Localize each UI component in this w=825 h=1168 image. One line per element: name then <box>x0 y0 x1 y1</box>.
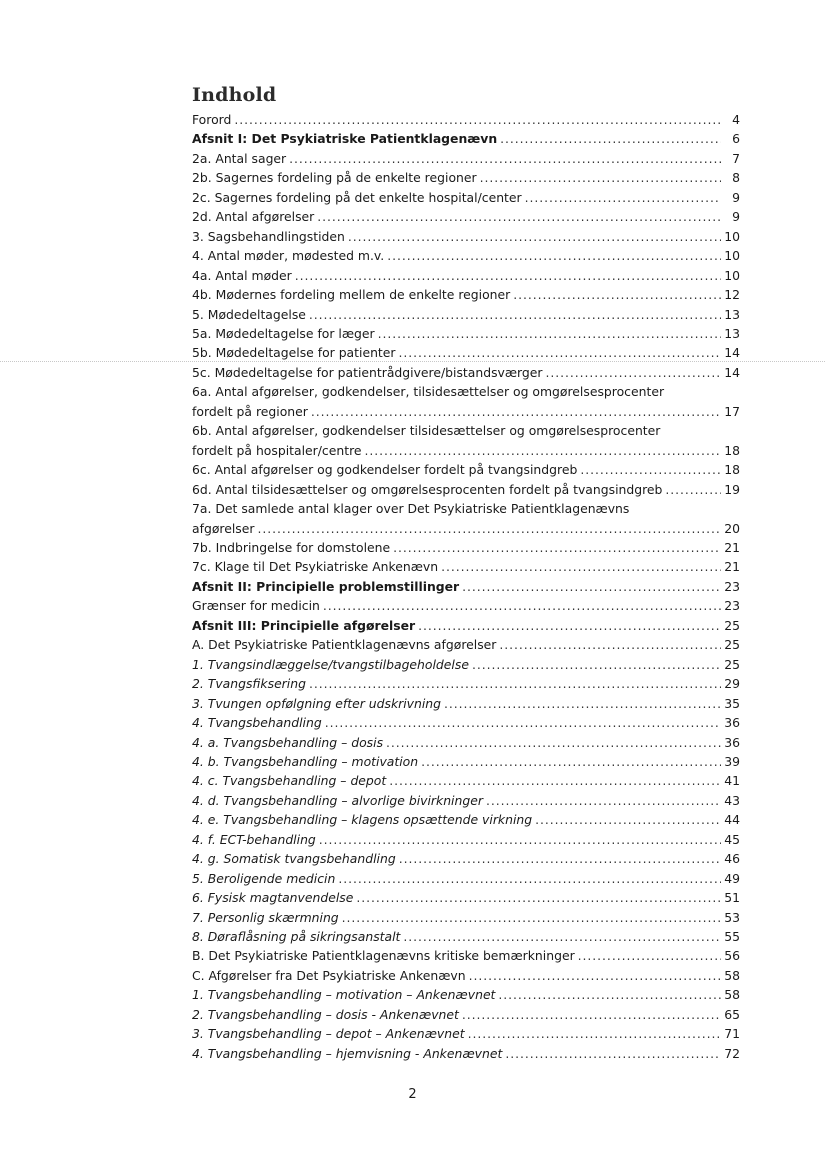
toc-entry-title: 5b. Mødedeltagelse for patienter <box>192 345 396 361</box>
toc-entry-title: Grænser for medicin <box>192 598 320 614</box>
toc-entry-title: 2b. Sagernes fordeling på de enkelte regioner <box>192 170 477 186</box>
toc-entry-title: 6b. Antal afgørelser, godkendelser tilsidesættelser og omgørelsesprocenter <box>192 423 661 439</box>
toc-entry-page: 7 <box>732 150 740 166</box>
toc-heading: Indhold <box>192 84 277 106</box>
toc-entry[interactable] <box>192 188 740 207</box>
toc-entry-title: Forord <box>192 112 232 127</box>
toc-leader-dots <box>499 635 721 654</box>
toc-entry[interactable] <box>192 713 740 732</box>
toc-leader-dots <box>525 188 721 207</box>
toc-entry[interactable] <box>192 927 740 946</box>
toc-entry-page: 39 <box>724 753 740 769</box>
toc-leader-dots <box>469 966 721 985</box>
toc-leader-dots <box>317 207 721 226</box>
toc-entry-title: 4. e. Tvangsbehandling – klagens opsættende virkning <box>192 812 533 828</box>
toc-entry-title: 4. Tvangsbehandling – hjemvisning - Ankenævnet <box>192 1045 503 1061</box>
toc-entry[interactable] <box>192 966 740 985</box>
toc-entry-title: Afsnit I: Det Psykiatriske Patientklagenævn <box>192 131 498 147</box>
toc-entry-page: 46 <box>724 851 740 867</box>
toc-entry-page: 13 <box>724 306 740 322</box>
toc-entry-title: 7c. Klage til Det Psykiatriske Ankenævn <box>192 559 439 575</box>
toc-entry-title: 2. Tvangsfiksering <box>192 676 306 692</box>
toc-entry-page: 25 <box>724 617 740 633</box>
toc-leader-dots <box>389 771 721 790</box>
toc-entry-title-continuation: afgørelser <box>192 520 255 536</box>
toc-entry-page: 58 <box>724 987 740 1003</box>
toc-entry-title: 2d. Antal afgørelser <box>192 209 315 225</box>
toc-entry[interactable] <box>192 596 740 615</box>
toc-leader-dots <box>342 908 721 927</box>
toc-entry-page: 23 <box>724 578 740 594</box>
toc-entry-page: 49 <box>724 870 740 886</box>
toc-leader-dots <box>472 655 721 674</box>
toc-entry-title: 6a. Antal afgørelser, godkendelser, tilsidesættelser og omgørelsesprocenter <box>192 384 665 400</box>
toc-leader-dots <box>325 713 721 732</box>
toc-entry-continuation[interactable] <box>192 519 740 538</box>
toc-leader-dots <box>462 577 721 596</box>
toc-entry[interactable] <box>192 849 740 868</box>
toc-leader-dots <box>386 733 721 752</box>
toc-entry-page: 10 <box>724 228 740 244</box>
toc-leader-dots <box>309 305 721 324</box>
toc-entry-page: 21 <box>724 539 740 555</box>
toc-entry[interactable] <box>192 266 740 285</box>
toc-entry-title: 6. Fysisk magtanvendelse <box>192 890 354 906</box>
toc-leader-dots <box>535 810 721 829</box>
toc-entry[interactable] <box>192 1005 740 1024</box>
toc-leader-dots <box>480 168 721 187</box>
toc-entry-page: 25 <box>724 637 740 653</box>
toc-entry-title: 7b. Indbringelse for domstolene <box>192 539 391 555</box>
toc-entry-title: 8. Døraflåsning på sikringsanstalt <box>192 929 401 945</box>
toc-entry-title: 4. c. Tvangsbehandling – depot <box>192 773 387 789</box>
toc-entry-page: 36 <box>724 734 740 750</box>
toc-entry-page: 25 <box>724 656 740 672</box>
toc-leader-dots <box>421 752 721 771</box>
toc-leader-dots <box>513 285 721 304</box>
toc-entry-page: 18 <box>724 462 740 478</box>
toc-entry-page: 13 <box>724 325 740 341</box>
toc-entry[interactable] <box>192 810 740 829</box>
toc-entry-title: 6c. Antal afgørelser og godkendelser fordelt på tvangsindgreb <box>192 462 578 478</box>
toc-entry-title: 5c. Mødedeltagelse for patientrådgivere/bistandsværger <box>192 364 543 380</box>
toc-leader-dots <box>323 596 721 615</box>
toc-entry[interactable] <box>192 421 740 440</box>
toc-entry-title: B. Det Psykiatriske Patientklagenævns kritiske bemærkninger <box>192 948 575 964</box>
toc-entry[interactable] <box>192 674 740 693</box>
toc-entry[interactable] <box>192 207 740 226</box>
toc-entry-title: 7a. Det samlede antal klager over Det Psykiatriske Patientklagenævns <box>192 501 630 517</box>
toc-entry-continuation[interactable] <box>192 402 740 421</box>
toc-entry-page: 23 <box>724 598 740 614</box>
toc-entry[interactable] <box>192 168 740 187</box>
toc-entry[interactable] <box>192 830 740 849</box>
toc-leader-dots <box>403 927 721 946</box>
toc-entry-page: 8 <box>732 170 740 186</box>
toc-leader-dots <box>498 985 721 1004</box>
page-number: 2 <box>408 1087 417 1102</box>
toc-entry[interactable] <box>192 382 740 401</box>
toc-entry[interactable] <box>192 324 740 343</box>
toc-entry-page: 4 <box>732 112 740 127</box>
toc-entry-page: 55 <box>724 929 740 945</box>
toc-entry-title: 6d. Antal tilsidesættelser og omgørelsesprocenten fordelt på tvangsindgreb <box>192 481 663 497</box>
toc-entry-title: 1. Tvangsbehandling – motivation – Ankenævnet <box>192 987 496 1003</box>
toc-entry-title: 3. Tvungen opfølgning efter udskrivning <box>192 695 442 711</box>
toc-entry[interactable] <box>192 1044 740 1063</box>
toc-entry[interactable] <box>192 752 740 771</box>
toc-leader-dots <box>365 441 721 460</box>
toc-entry[interactable] <box>192 946 740 965</box>
toc-leader-dots <box>399 343 721 362</box>
toc-leader-dots <box>393 538 721 557</box>
toc-entry-page: 44 <box>724 812 740 828</box>
toc-leader-dots <box>338 869 721 888</box>
toc-leader-dots <box>441 557 721 576</box>
toc-leader-dots <box>387 246 721 265</box>
toc-entry-page: 41 <box>724 773 740 789</box>
toc-entry-title: 4. Tvangsbehandling <box>192 715 322 731</box>
toc-entry-title: 5. Beroligende medicin <box>192 870 336 886</box>
toc-entry[interactable] <box>192 480 740 499</box>
toc-entry[interactable] <box>192 110 740 129</box>
toc-leader-dots <box>486 791 721 810</box>
toc-entry[interactable] <box>192 577 740 596</box>
toc-entry-page: 10 <box>724 248 740 264</box>
toc-entry-page: 36 <box>724 715 740 731</box>
toc-entry[interactable] <box>192 285 740 304</box>
toc-entry[interactable] <box>192 499 740 518</box>
toc-entry-page: 21 <box>724 559 740 575</box>
toc-entry-page: 18 <box>724 442 740 458</box>
toc-leader-dots <box>311 402 721 421</box>
toc-entry-page: 9 <box>732 209 740 225</box>
toc-entry-page: 45 <box>724 831 740 847</box>
toc-entry-title: Afsnit III: Principielle afgørelser <box>192 617 416 633</box>
toc-entry-title: 5a. Mødedeltagelse for læger <box>192 325 375 341</box>
toc-leader-dots <box>468 1024 721 1043</box>
toc-leader-dots <box>356 888 721 907</box>
toc-entry-page: 53 <box>724 909 740 925</box>
toc-entry-title: C. Afgørelser fra Det Psykiatriske Ankenævn <box>192 967 466 983</box>
toc-leader-dots <box>546 363 721 382</box>
toc-entry-page: 10 <box>724 267 740 283</box>
toc-leader-dots <box>505 1044 721 1063</box>
toc-entry[interactable] <box>192 908 740 927</box>
toc-entry-title: 4. a. Tvangsbehandling – dosis <box>192 734 384 750</box>
toc-entry-title: 3. Tvangsbehandling – depot – Ankenævnet <box>192 1026 465 1042</box>
toc-leader-dots <box>295 266 721 285</box>
toc-entry[interactable] <box>192 1024 740 1043</box>
toc-entry-title: 4b. Mødernes fordeling mellem de enkelte regioner <box>192 287 511 303</box>
toc-entry-title: 4a. Antal møder <box>192 267 292 283</box>
toc-entry[interactable] <box>192 771 740 790</box>
toc-entry-title: 2a. Antal sager <box>192 150 287 166</box>
toc-entry-page: 9 <box>732 189 740 205</box>
toc-entry[interactable] <box>192 363 740 382</box>
toc-entry-page: 20 <box>724 520 740 536</box>
toc-leader-dots <box>578 946 721 965</box>
toc-leader-dots <box>378 324 721 343</box>
toc-entry-title: 4. Antal møder, mødested m.v. <box>192 248 385 264</box>
toc-entry-title: A. Det Psykiatriske Patientklagenævns afgørelser <box>192 637 497 653</box>
toc-entry-page: 6 <box>732 131 740 147</box>
toc-entry-page: 56 <box>724 948 740 964</box>
toc-entry[interactable] <box>192 246 740 265</box>
toc-entry[interactable] <box>192 460 740 479</box>
toc-entry-page: 51 <box>724 890 740 906</box>
toc-entry-page: 29 <box>724 676 740 692</box>
toc-entry-title: 4. d. Tvangsbehandling – alvorlige bivirkninger <box>192 792 483 808</box>
toc-entry-title: 4. g. Somatisk tvangsbehandling <box>192 851 396 867</box>
toc-entry-page: 65 <box>724 1006 740 1022</box>
toc-leader-dots <box>399 849 721 868</box>
toc-entry[interactable] <box>192 985 740 1004</box>
toc-entry-title: 2. Tvangsbehandling – dosis - Ankenævnet <box>192 1006 459 1022</box>
toc-entry[interactable] <box>192 655 740 674</box>
toc-entry-title: 4. f. ECT-behandling <box>192 831 316 847</box>
toc-entry-title: 5. Mødedeltagelse <box>192 306 306 322</box>
toc-leader-dots <box>348 227 721 246</box>
toc-entry-page: 72 <box>724 1045 740 1061</box>
toc-leader-dots <box>500 129 721 148</box>
toc-entry[interactable] <box>192 343 740 362</box>
toc-entry[interactable] <box>192 869 740 888</box>
toc-entry[interactable] <box>192 616 740 635</box>
toc-entry-page: 19 <box>724 481 740 497</box>
toc-entry-page: 14 <box>724 345 740 361</box>
toc-entry-page: 35 <box>724 695 740 711</box>
toc-entry-title-continuation: fordelt på regioner <box>192 403 308 419</box>
toc-entry[interactable] <box>192 791 740 810</box>
toc-leader-dots <box>234 110 721 129</box>
toc-entry-title: 2c. Sagernes fordeling på det enkelte hospital/center <box>192 189 522 205</box>
toc-entry-title: 7. Personlig skærmning <box>192 909 339 925</box>
toc-entry[interactable] <box>192 557 740 576</box>
toc-leader-dots <box>309 674 721 693</box>
toc-leader-dots <box>665 480 721 499</box>
toc-leader-dots <box>444 694 721 713</box>
toc-leader-dots <box>580 460 721 479</box>
toc-entry[interactable] <box>192 129 740 148</box>
toc-leader-dots <box>462 1005 721 1024</box>
toc-entry-title: Afsnit II: Principielle problemstillinger <box>192 578 460 594</box>
toc-entry[interactable] <box>192 694 740 713</box>
toc-entry-title: 3. Sagsbehandlingstiden <box>192 228 345 244</box>
toc-leader-dots <box>319 830 721 849</box>
table-of-contents <box>192 110 740 1063</box>
toc-entry[interactable] <box>192 538 740 557</box>
toc-entry[interactable] <box>192 635 740 654</box>
toc-entry-title-continuation: fordelt på hospitaler/centre <box>192 442 362 458</box>
toc-entry-continuation[interactable] <box>192 441 740 460</box>
toc-entry-page: 12 <box>724 287 740 303</box>
toc-entry-page: 43 <box>724 792 740 808</box>
toc-entry-page: 17 <box>724 403 740 419</box>
toc-entry-title: 4. b. Tvangsbehandling – motivation <box>192 753 419 769</box>
toc-entry[interactable] <box>192 149 740 168</box>
toc-leader-dots <box>289 149 721 168</box>
toc-leader-dots <box>257 519 721 538</box>
toc-entry-title: 1. Tvangsindlæggelse/tvangstilbageholdelse <box>192 656 469 672</box>
toc-entry[interactable] <box>192 733 740 752</box>
toc-entry[interactable] <box>192 227 740 246</box>
toc-leader-dots <box>418 616 721 635</box>
toc-entry-page: 58 <box>724 967 740 983</box>
toc-entry[interactable] <box>192 305 740 324</box>
toc-entry-page: 14 <box>724 364 740 380</box>
toc-entry-page: 71 <box>724 1026 740 1042</box>
toc-entry[interactable] <box>192 888 740 907</box>
